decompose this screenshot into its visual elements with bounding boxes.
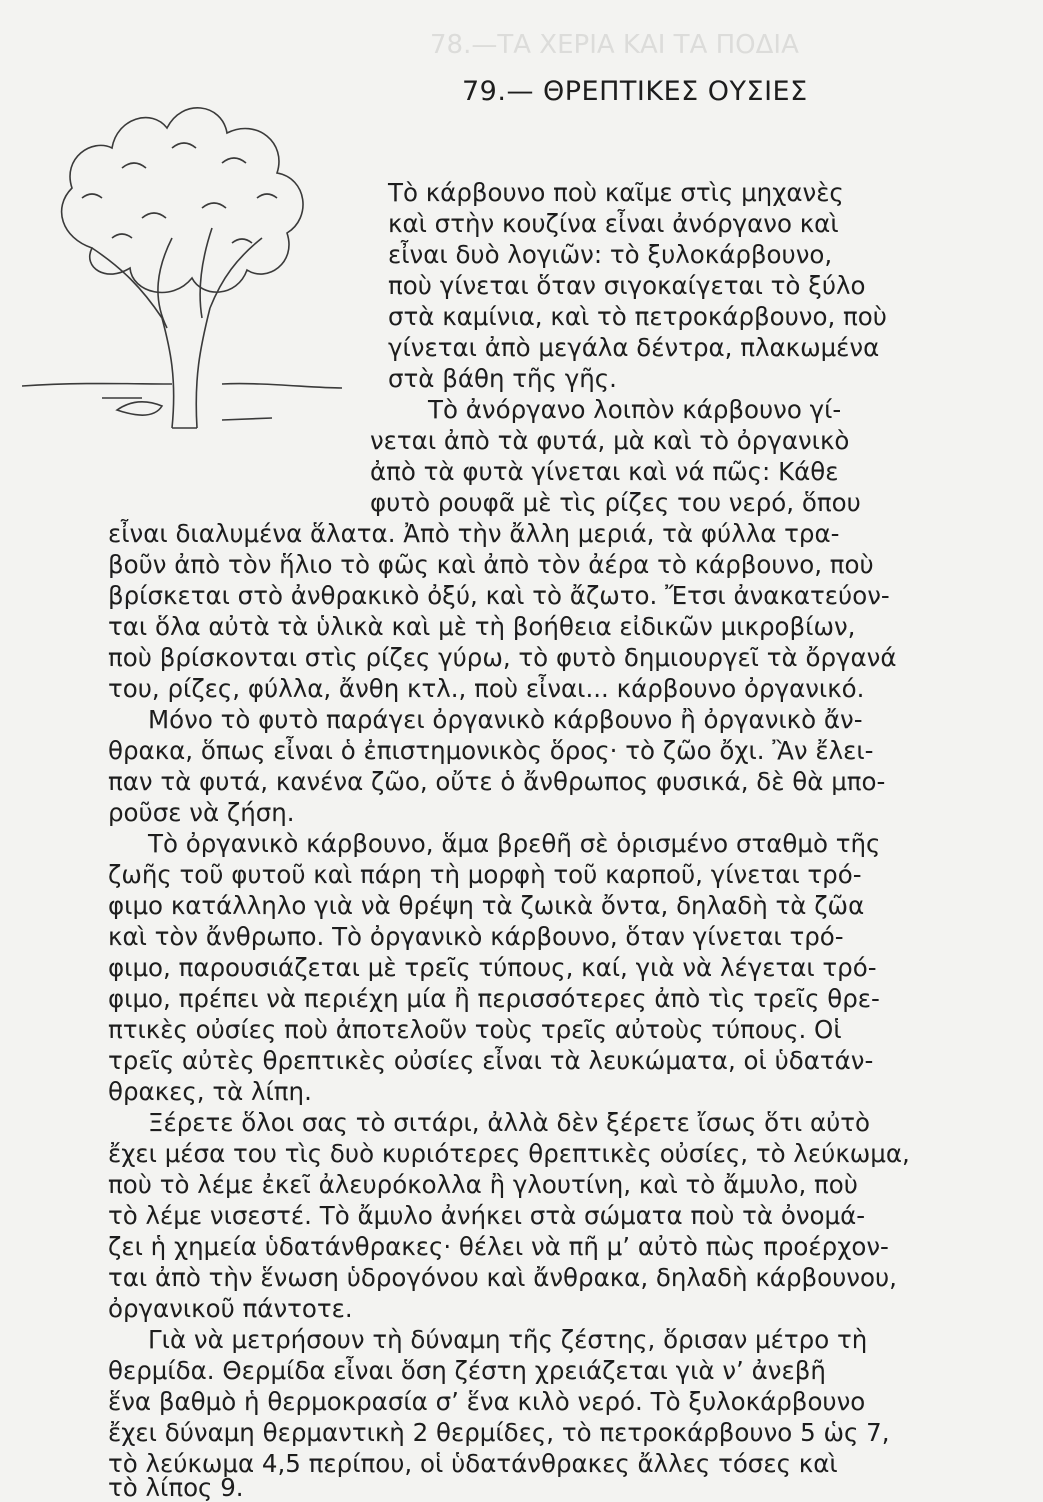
- text-line: βρίσκεται στὸ ἀνθρακικὸ ὀξύ, καὶ τὸ ἄζωτο. Ἔτσι ἀνακατεύον-: [108, 581, 890, 610]
- text-line: Μόνο τὸ φυτὸ παράγει ὀργανικὸ κάρβουνο ἢ ὀργανικὸ ἄν-: [148, 705, 863, 734]
- text-line: τὸ λέμε νισεστέ. Τὸ ἄμυλο ἀνήκει στὰ σώματα ποὺ τὰ ὀνομά-: [108, 1201, 866, 1230]
- text-line: θρακα, ὅπως εἶναι ὁ ἐπιστημονικὸς ὅρος· τὸ ζῶο ὄχι. Ἂν ἔλει-: [108, 736, 874, 765]
- bleed-through-text: 78.—ΤΑ ΧΕΡΙΑ ΚΑΙ ΤΑ ΠΟΔΙΑ: [430, 30, 799, 60]
- text-line: ζει ἡ χημεία ὑδατάνθρακες· θέλει νὰ πῆ μ’ αὐτὸ πὼς προέρχον-: [108, 1232, 889, 1261]
- text-line: ὀργανικοῦ πάντοτε.: [108, 1294, 353, 1323]
- text-line: ζωῆς τοῦ φυτοῦ καὶ πάρη τὴ μορφὴ τοῦ καρποῦ, γίνεται τρό-: [108, 860, 862, 889]
- text-line: ποὺ γίνεται ὅταν σιγοκαίγεται τὸ ξύλο: [388, 271, 866, 300]
- text-line: ροῦσε νὰ ζήση.: [108, 798, 295, 827]
- text-line: τὸ λεύκωμα 4,5 περίπου, οἱ ὑδατάνθρακες ἄλλες τόσες καὶ: [108, 1449, 838, 1478]
- text-line: τὸ λίπος 9.: [108, 1473, 244, 1502]
- text-line: βοῦν ἀπὸ τὸν ἥλιο τὸ φῶς καὶ ἀπὸ τὸν ἀέρα τὸ κάρβουνο, ποὺ: [108, 550, 874, 579]
- text-line: εἶναι δυὸ λογιῶν: τὸ ξυλοκάρβουνο,: [388, 240, 833, 269]
- text-line: φιμο κατάλληλο γιὰ νὰ θρέψη τὰ ζωικὰ ὄντα, δηλαδὴ τὰ ζῶα: [108, 891, 865, 920]
- text-line: φιμο, παρουσιάζεται μὲ τρεῖς τύπους, καί, γιὰ νὰ λέγεται τρό-: [108, 953, 877, 982]
- text-line: ἀπὸ τὰ φυτὰ γίνεται καὶ νά πῶς: Κάθε: [370, 457, 839, 486]
- text-line: ται ὅλα αὐτὰ τὰ ὑλικὰ καὶ μὲ τὴ βοήθεια εἰδικῶν μικροβίων,: [108, 612, 856, 641]
- text-line: παν τὰ φυτά, κανένα ζῶο, οὔτε ὁ ἄνθρωπος φυσικά, δὲ θὰ μπο-: [108, 767, 886, 796]
- text-line: εἶναι διαλυμένα ἅλατα. Ἀπὸ τὴν ἄλλη μεριά, τὰ φύλλα τρα-: [108, 519, 840, 548]
- text-line: νεται ἀπὸ τὰ φυτά, μὰ καὶ τὸ ὀργανικὸ: [370, 426, 850, 455]
- text-line: καὶ τὸν ἄνθρωπο. Τὸ ὀργανικὸ κάρβουνο, ὅταν γίνεται τρό-: [108, 922, 844, 951]
- text-line: ἕνα βαθμὸ ἡ θερμοκρασία σ’ ἕνα κιλὸ νερό. Τὸ ξυλοκάρβουνο: [108, 1387, 866, 1416]
- text-line: θρακες, τὰ λίπη.: [108, 1077, 312, 1106]
- text-line: του, ρίζες, φύλλα, ἄνθη κτλ., ποὺ εἶναι... κάρβουνο ὀργανικό.: [108, 674, 865, 703]
- text-line: Ξέρετε ὅλοι σας τὸ σιτάρι, ἀλλὰ δὲν ξέρετε ἴσως ὅτι αὐτὸ: [148, 1108, 871, 1137]
- text-line: ται ἀπὸ τὴν ἕνωση ὑδρογόνου καὶ ἄνθρακα, δηλαδὴ κάρβουνου,: [108, 1263, 897, 1292]
- text-line: Τὸ κάρβουνο ποὺ καῖμε στὶς μηχανὲς: [388, 178, 844, 207]
- text-line: ἔχει μέσα του τὶς δυὸ κυριότερες θρεπτικὲς οὐσίες, τὸ λεύκωμα,: [108, 1139, 910, 1168]
- text-line: θερμίδα. Θερμίδα εἶναι ὅση ζέστη χρειάζεται γιὰ ν’ ἀνεβῆ: [108, 1356, 826, 1385]
- text-line: στὰ καμίνια, καὶ τὸ πετροκάρβουνο, ποὺ: [388, 302, 887, 331]
- text-line: φυτὸ ρουφᾶ μὲ τὶς ρίζες του νερό, ὅπου: [370, 488, 861, 517]
- text-line: Τὸ ὀργανικὸ κάρβουνο, ἅμα βρεθῆ σὲ ὁρισμένο σταθμὸ τῆς: [148, 829, 881, 858]
- text-line: Τὸ ἀνόργανο λοιπὸν κάρβουνο γί-: [428, 395, 842, 424]
- text-line: στὰ βάθη τῆς γῆς.: [388, 364, 617, 393]
- text-line: Γιὰ νὰ μετρήσουν τὴ δύναμη τῆς ζέστης, ὅρισαν μέτρο τὴ: [148, 1325, 868, 1354]
- text-line: πτικὲς οὐσίες ποὺ ἀποτελοῦν τοὺς τρεῖς αὐτοὺς τύπους. Οἱ: [108, 1015, 842, 1044]
- text-line: φιμο, πρέπει νὰ περιέχη μία ἢ περισσότερες ἀπὸ τὶς τρεῖς θρε-: [108, 984, 880, 1013]
- tree-illustration: [22, 48, 362, 468]
- section-title: 79.— ΘΡΕΠΤΙΚΕΣ ΟΥΣΙΕΣ: [462, 76, 808, 107]
- text-line: ἔχει δύναμη θερμαντικὴ 2 θερμίδες, τὸ πετροκάρβουνο 5 ὡς 7,: [108, 1418, 890, 1447]
- text-line: τρεῖς αὐτὲς θρεπτικὲς οὐσίες εἶναι τὰ λευκώματα, οἱ ὑδατάν-: [108, 1046, 874, 1075]
- text-line: καὶ στὴν κουζίνα εἶναι ἀνόργανο καὶ: [388, 209, 839, 238]
- text-line: ποὺ τὸ λέμε ἐκεῖ ἀλευρόκολλα ἢ γλουτίνη, καὶ τὸ ἄμυλο, ποὺ: [108, 1170, 858, 1199]
- text-line: ποὺ βρίσκονται στὶς ρίζες γύρω, τὸ φυτὸ δημιουργεῖ τὰ ὄργανά: [108, 643, 897, 672]
- text-line: γίνεται ἀπὸ μεγάλα δέντρα, πλακωμένα: [388, 333, 880, 362]
